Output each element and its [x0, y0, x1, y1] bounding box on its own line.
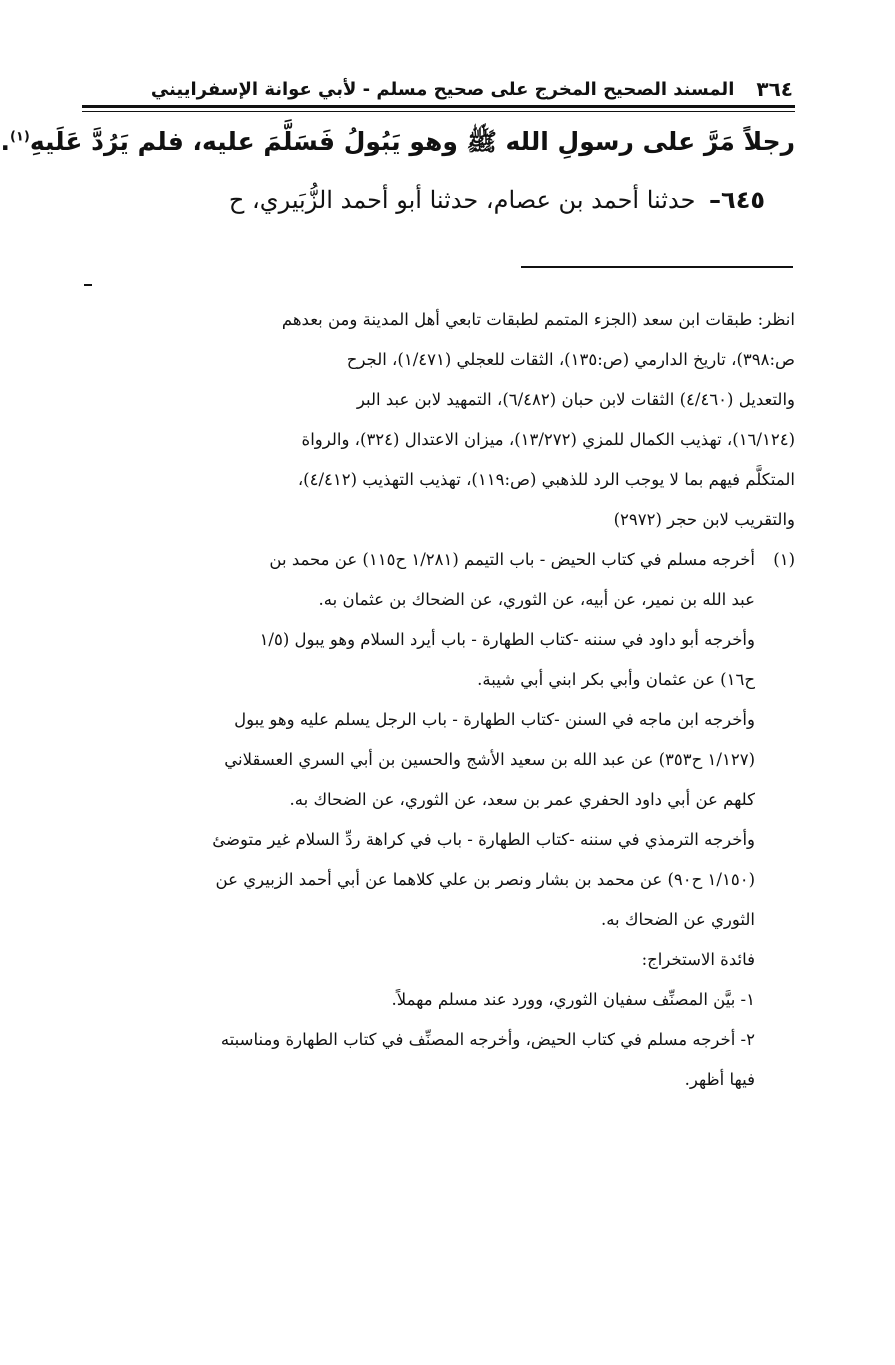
running-title: المسند الصحيح المخرج على صحيح مسلم - لأبي عوانة الإسفراييني — [150, 78, 735, 100]
footnote-line: (١٦/١٢٤)، تهذيب الكمال للمزي (١٣/٢٧٢)، ميزان الاعتدال (٣٢٤)، والرواة — [301, 430, 795, 449]
benefit-item: ٢- أخرجه مسلم في كتاب الحيض، وأخرجه المصنِّف في كتاب الطهارة ومناسبته — [220, 1030, 755, 1049]
footnote-reference: (١) — [9, 129, 30, 145]
main-line-1-text: رجلاً مَرَّ على رسولِ الله ﷺ وهو يَبُولُ فَسَلَّمَ عليه، فلم يَرُدَّ عَلَيهِ — [29, 127, 795, 156]
footnote-1-line: كلهم عن أبي داود الحفري عمر بن سعد، عن الثوري، عن الضحاك به. — [289, 790, 755, 809]
footnote-1-text: أخرجه مسلم في كتاب الحيض - باب التيمم (١/٢٨١ ح١١٥) عن محمد بن — [269, 550, 755, 569]
footnote-line: والتعديل (٤/٤٦٠) الثقات لابن حبان (٦/٤٨٢)، التمهيد لابن عبد البر — [356, 390, 795, 409]
footnote-1-line: وأخرجه أبو داود في سننه -كتاب الطهارة - باب أيرد السلام وهو يبول (١/٥ — [259, 630, 755, 649]
running-header — [150, 74, 793, 104]
footnote-separator — [521, 266, 793, 268]
footnote-1-line: وأخرجه ابن ماجه في السنن -كتاب الطهارة - باب الرجل يسلم عليه وهو يبول — [234, 710, 755, 729]
main-line-2-text: حدثنا أحمد بن عصام، حدثنا أبو أحمد الزُّبَيري، ح — [228, 186, 696, 214]
benefit-item: ١- بيَّن المصنِّف سفيان الثوري، وورد عند مسلم مهملاً. — [391, 990, 755, 1009]
main-text-line-2 — [84, 186, 765, 214]
footnote-1-line: وأخرجه الترمذي في سننه -كتاب الطهارة - باب في كراهة ردِّ السلام غير متوضئ — [212, 830, 755, 849]
footnote-1-line: (١/١٢٧ ح٣٥٣) عن عبد الله بن سعيد الأشج والحسين بن أبي السري العسقلاني — [224, 750, 755, 769]
hadith-number: ٦٤٥– — [709, 186, 765, 214]
footnote-line: والتقريب لابن حجر (٢٩٧٢) — [613, 510, 795, 529]
footnote-1-line: (١/١٥٠ ح٩٠) عن محمد بن بشار ونصر بن علي كلاهما عن أبي أحمد الزبيري عن — [215, 870, 755, 889]
margin-mark — [84, 284, 92, 286]
footnotes — [84, 300, 795, 1100]
footnote-1-line: ح١٦) عن عثمان وأبي بكر ابني أبي شيبة. — [477, 670, 755, 689]
page-number: ٣٦٤ — [756, 77, 793, 101]
benefit-item: فيها أظهر. — [684, 1070, 755, 1089]
footnote-line: المتكلَّم فيهم بما لا يوجب الرد للذهبي (ص:١١٩)، تهذيب التهذيب (٤/٤١٢)، — [297, 470, 795, 489]
footnote-1-marker: (١) — [773, 550, 795, 569]
header-rule-thin — [82, 111, 795, 112]
footnote-line: انظر: طبقات ابن سعد (الجزء المتمم لطبقات تابعي أهل المدينة ومن بعدهم — [281, 310, 795, 329]
footnote-1-line — [84, 540, 795, 580]
benefit-heading: فائدة الاستخراج: — [641, 950, 755, 969]
main-line-1-end: . — [0, 127, 10, 156]
footnote-1-line: الثوري عن الضحاك به. — [600, 910, 755, 929]
footnote-1-line: عبد الله بن نمير، عن أبيه، عن الثوري، عن الضحاك بن عثمان به. — [318, 590, 755, 609]
header-rule-thick — [82, 105, 795, 108]
main-text-line-1 — [0, 126, 795, 163]
footnote-line: ص:٣٩٨)، تاريخ الدارمي (ص:١٣٥)، الثقات للعجلي (١/٤٧١)، الجرح — [346, 350, 795, 369]
